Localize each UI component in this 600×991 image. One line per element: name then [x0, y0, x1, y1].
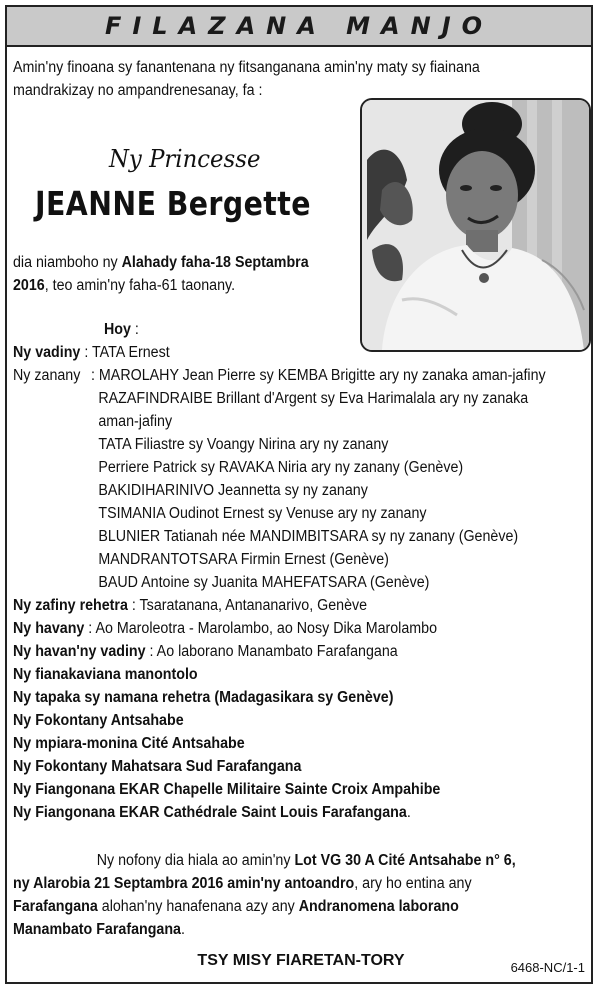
- relation-line: Ny Fokontany Mahatsara Sud Farafangana: [13, 758, 302, 775]
- child-line: BLUNIER Tatianah née MANDIMBITSARA sy ny zanany (Genève): [98, 528, 519, 545]
- hoy-line: Hoy :: [104, 321, 139, 338]
- child-line: TATA Filiastre sy Voangy Nirina ary ny zanany: [98, 436, 389, 453]
- intro-text: [13, 56, 583, 102]
- relation-line: Ny Fiangonana EKAR Chapelle Militaire Sainte Croix Ampahibe: [13, 781, 441, 798]
- relation-line: Ny zafiny rehetra : Tsaratanana, Antananarivo, Genève: [13, 597, 368, 614]
- announcement-header: FILAZANA MANJO: [7, 7, 591, 47]
- relation-line: Ny Fokontany Antsahabe: [13, 712, 184, 729]
- intro-line-2: mandrakizay no ampandrenesanay, fa :: [13, 82, 263, 99]
- children-list: [91, 364, 546, 594]
- relation-line: Ny tapaka sy namana rehetra (Madagasikara sy Genève): [13, 689, 394, 706]
- child-line: Perriere Patrick sy RAVAKA Niria ary ny zanany (Genève): [98, 459, 464, 476]
- relations-list: [13, 594, 440, 824]
- burial-line-3: Farafangana alohan'ny hanafenana azy any Andranomena laborano: [13, 898, 459, 915]
- death-line-2: 2016, teo amin'ny faha-61 taonany.: [13, 277, 236, 294]
- child-line: : MAROLAHY Jean Pierre sy KEMBA Brigitte ary ny zanaka aman-jafiny: [91, 367, 546, 384]
- burial-line-4: Manambato Farafangana.: [13, 921, 185, 938]
- vadiny-line: Ny vadiny : TATA Ernest: [13, 344, 170, 361]
- zanany-label: Ny zanany: [13, 367, 81, 384]
- burial-text: [13, 849, 516, 941]
- deceased-title: Ny Princesse: [108, 145, 261, 173]
- relation-line: Ny fianakaviana manontolo: [13, 666, 198, 683]
- burial-line-2: ny Alarobia 21 Septambra 2016 amin'ny antoandro, ary ho entina any: [13, 875, 472, 892]
- child-line: RAZAFINDRAIBE Brillant d'Argent sy Eva Harimalala ary ny zanaka: [98, 390, 529, 407]
- portrait-photo: [360, 98, 591, 352]
- death-date-text: [13, 251, 309, 297]
- closing-notice: TSY MISY FIARETAN-TORY: [197, 952, 405, 969]
- child-line: aman-jafiny: [98, 413, 173, 430]
- announcement-frame: [5, 5, 593, 984]
- intro-line-1: Amin'ny finoana sy fanantenana ny fitsanganana amin'ny maty sy fiainana: [13, 59, 480, 76]
- relation-line: Ny Fiangonana EKAR Cathédrale Saint Louis Farafangana.: [13, 804, 411, 821]
- portrait-illustration: [362, 100, 589, 350]
- reference-code: 6468-NC/1-1: [510, 960, 585, 975]
- death-line-1: dia niamboho ny Alahady faha-18 Septambra: [13, 254, 309, 271]
- relation-line: Ny havan'ny vadiny : Ao laborano Manambato Farafangana: [13, 643, 398, 660]
- child-line: MANDRANTOTSARA Firmin Ernest (Genève): [98, 551, 389, 568]
- child-line: BAUD Antoine sy Juanita MAHEFATSARA (Genève): [98, 574, 430, 591]
- burial-line-1: Ny nofony dia hiala ao amin'ny Lot VG 30 A Cité Antsahabe n° 6,: [96, 852, 516, 869]
- child-line: BAKIDIHARINIVO Jeannetta sy ny zanany: [98, 482, 368, 499]
- child-line: TSIMANIA Oudinot Ernest sy Venuse ary ny zanany: [98, 505, 427, 522]
- relation-line: Ny mpiara-monina Cité Antsahabe: [13, 735, 245, 752]
- deceased-name: JEANNE Bergette: [35, 184, 311, 223]
- relation-line: Ny havany : Ao Maroleotra - Marolambo, ao Nosy Dika Marolambo: [13, 620, 438, 637]
